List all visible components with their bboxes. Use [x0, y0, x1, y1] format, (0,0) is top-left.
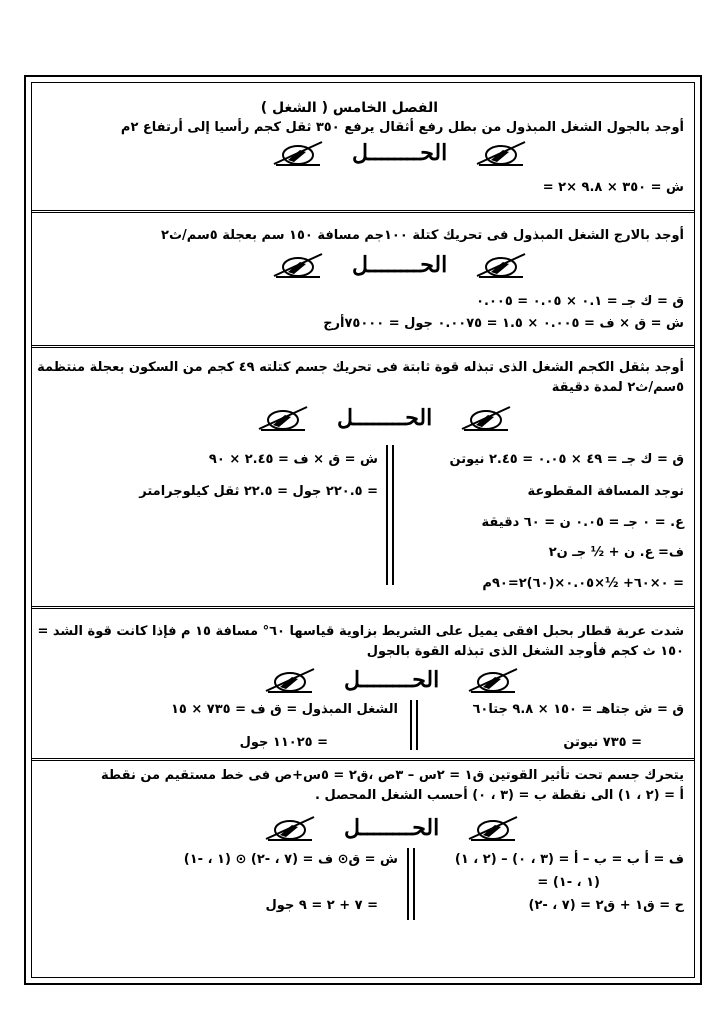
pen-icon [262, 813, 318, 843]
column-divider [407, 848, 415, 920]
problem-4-left-step-2: = ١١٠٢٥ جول [239, 735, 328, 750]
pen-icon [255, 403, 311, 433]
problem-2-question: أوجد بالارج الشغل المبذول فى تحريك كتلة ١٠٠جم مسافة ١٥٠ سم بعجلة ٥سم/ث٢ [161, 228, 684, 243]
pen-icon [473, 250, 529, 280]
solution-label: الحــــــــل [344, 667, 440, 693]
pen-icon [458, 403, 514, 433]
solution-label: الحــــــــل [352, 140, 448, 166]
solution-heading-2 [270, 250, 529, 280]
problem-3-right-step-5: = ٠×٦٠+ ½×٠.٠٥×(٦٠)٢=٩٠م [482, 576, 684, 591]
column-divider [410, 700, 418, 750]
problem-5-left-step-2: = ٧ + ٢ = ٩ جول [265, 898, 378, 913]
solution-heading-5 [262, 813, 521, 843]
pen-icon [473, 138, 529, 168]
solution-heading-1 [270, 138, 529, 168]
problem-3-left-step-1: ش = ق × ف = ٢.٤٥ × ٩٠ [208, 452, 378, 467]
solution-label: الحــــــــل [352, 252, 448, 278]
solution-heading-3 [255, 403, 514, 433]
problem-3-question-1: أوجد بثقل الكجم الشغل الذى تبذله قوة ثابتة فى تحريك جسم كتلته ٤٩ كجم من السكون بعجلة منتظمة [37, 360, 684, 375]
section-divider [31, 606, 695, 609]
problem-2-step-1: ق = ك جـ = ٠.١ × ٠.٠٥ = ٠.٠٠٥ [476, 294, 684, 309]
solution-label: الحــــــــل [344, 815, 440, 841]
problem-3-right-step-2: نوجد المسافة المقطوعة [527, 484, 684, 499]
problem-4-right-step-2: = ٧٣٥ نيوتن [563, 735, 642, 750]
pen-icon [270, 250, 326, 280]
problem-2-step-2: ش = ق × ف = ٠.٠٠٥ × ١.٥ = ٠.٠٠٧٥ جول = ٧٥٠٠٠أرج [323, 316, 684, 331]
problem-4-question-1: شدت عربة قطار بحبل افقى يميل على الشريط بزاوية قياسها ٦٠° مسافة ١٥ م فإذا كانت قوة الشد = [37, 624, 684, 639]
section-divider [31, 758, 695, 761]
problem-3-right-step-4: ف= ع. ن + ½ جـ ن٢ [548, 545, 684, 560]
pen-icon [270, 138, 326, 168]
problem-5-right-step-1: ف = أ ب = ب – أ = (٣ ، ٠) – (٢ ، ١) [454, 852, 684, 867]
problem-5-left-step-1: ش = ق⊙ ف = (٧ ، -٢) ⊙ (١ ، -١) [183, 852, 398, 867]
problem-4-question-2: ١٥٠ ث كجم فأوجد الشغل الذى تبذله القوة بالجول [366, 644, 684, 659]
chapter-title: الفصل الخامس ( الشغل ) [260, 100, 438, 116]
section-divider [31, 345, 695, 348]
pen-icon [465, 813, 521, 843]
problem-3-right-step-1: ق = ك جـ = ٤٩ × ٠.٠٥ = ٢.٤٥ نيوتن [449, 452, 684, 467]
pen-icon [262, 665, 318, 695]
problem-1-question: أوجد بالجول الشغل المبذول من بطل رفع أثقال يرفع ٣٥٠ ثقل كجم رأسيا إلى أرتفاع ٢م [120, 120, 684, 135]
section-divider [31, 210, 695, 213]
column-divider [386, 445, 394, 585]
problem-3-left-step-2: = ٢٢٠.٥ جول = ٢٢.٥ ثقل كيلوجرامتر [139, 484, 378, 499]
problem-4-left-step-1: الشغل المبذول = ق ف = ٧٣٥ × ١٥ [170, 702, 398, 717]
problem-1-step: ش = ٣٥٠ × ٩.٨ ×٢ = [542, 180, 684, 195]
problem-5-right-step-2: = (١ ، -١) [537, 875, 600, 890]
solution-heading-4 [262, 665, 521, 695]
problem-3-question-2: ٥سم/ث٢ لمدة دقيقة [551, 380, 684, 395]
solution-label: الحــــــــل [337, 405, 433, 431]
problem-5-question-2: أ = (٢ ، ١) الى نقطة ب = (٣ ، ٠) أحسب الشغل المحصل . [315, 788, 684, 803]
problem-5-question-1: يتحرك جسم تحت تأثير القوتين ق١ = ٢س – ٣ص ،ق٢ = ٥س+ص فى خط مستقيم من نقطة [101, 768, 684, 783]
problem-3-right-step-3: ع. = ٠ جـ = ٠.٠٥ ن = ٦٠ دقيقة [481, 515, 684, 530]
pen-icon [465, 665, 521, 695]
problem-4-right-step-1: ق = ش جتاهـ = ١٥٠ × ٩.٨ جتا٦٠ [472, 702, 684, 717]
problem-5-right-step-3: ح = ق١ + ق٢ = (٧ ، -٢) [528, 898, 684, 913]
